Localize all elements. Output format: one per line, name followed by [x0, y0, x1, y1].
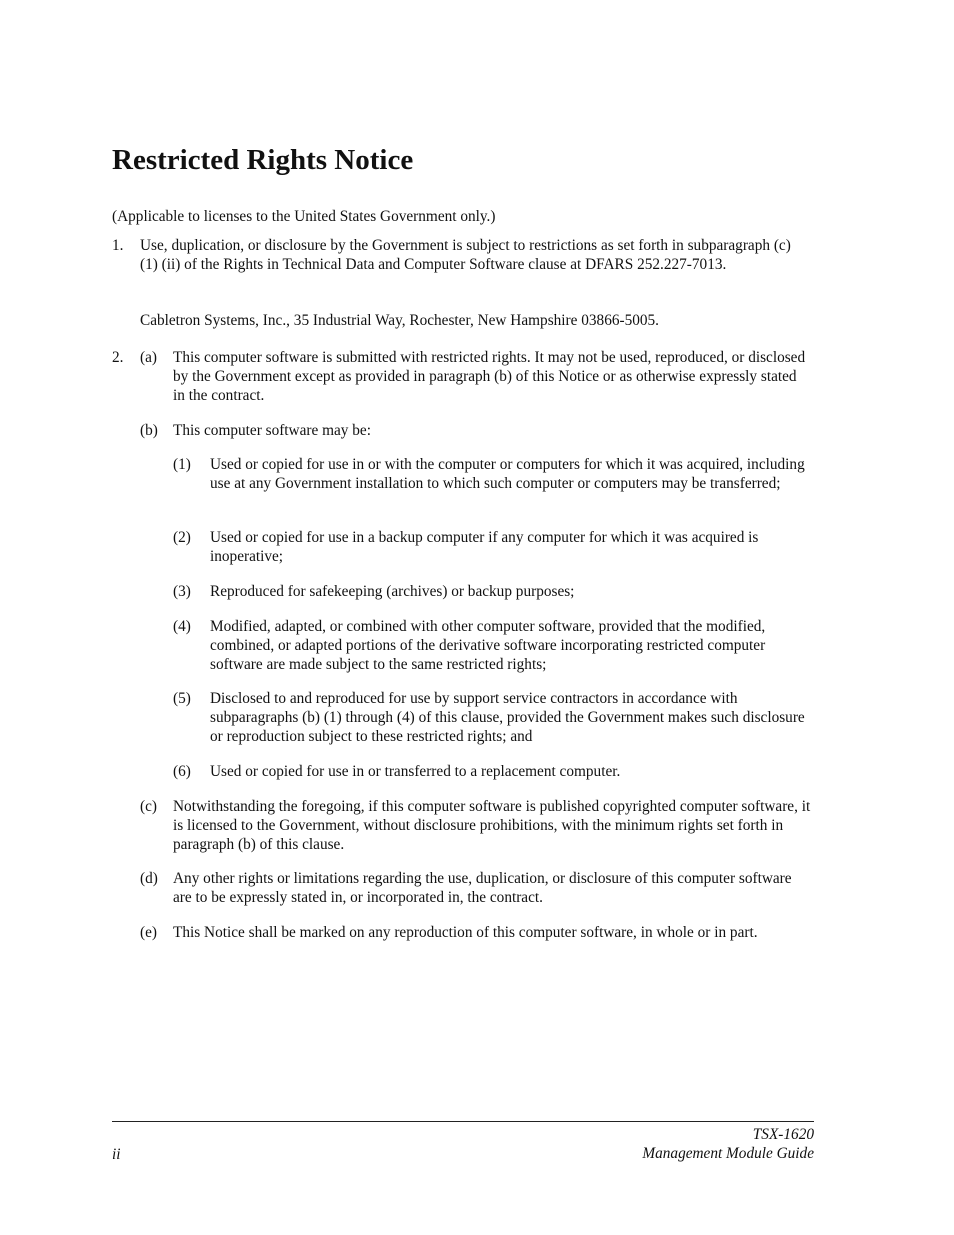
item-2a-label: (a): [140, 349, 157, 366]
sub-item-label: (3): [173, 583, 191, 600]
sub-item-text: Used or copied for use in a backup computer if any computer for which it was acquired is inoperative;: [210, 529, 759, 565]
item-2d-label: (d): [140, 870, 158, 887]
item-1-text: Use, duplication, or disclosure by the Government is subject to restrictions as set forth in subparagraph (c) (1) (ii) of the Rights in Technical Data and Computer Software clause at DFARS 252.227-7013.: [140, 237, 791, 273]
item-2b-text: This computer software may be:: [173, 422, 371, 439]
sub-item-text: Disclosed to and reproduced for use by support service contractors in accordance with subparagraphs (b) (1) through (4) of this clause, provided the Government makes such disclosure or reproduction subject to these restricted rights; and: [210, 690, 805, 745]
item-2c-text: Notwithstanding the foregoing, if this computer software is published copyrighted computer software, it is licensed to the Government, without disclosure prohibitions, with the minimum rights set forth in paragraph (b) of this clause.: [173, 798, 811, 853]
sub-item-label: (2): [173, 529, 191, 546]
footer-divider: [112, 1121, 814, 1122]
item-2e-text: This Notice shall be marked on any reproduction of this computer software, in whole or in part.: [173, 924, 758, 941]
item-2b-label: (b): [140, 422, 158, 439]
sub-item-label: (1): [173, 456, 191, 473]
page-title: Restricted Rights Notice: [112, 144, 414, 176]
sub-item-label: (4): [173, 618, 191, 635]
footer-product: TSX-1620: [752, 1126, 814, 1143]
sub-item-label: (5): [173, 690, 191, 707]
item-2d-text: Any other rights or limitations regarding the use, duplication, or disclosure of this computer software are to be expressly stated in, or incorporated in, the contract.: [173, 870, 792, 906]
item-2-label: 2.: [112, 349, 124, 366]
item-2a-text: This computer software is submitted with restricted rights. It may not be used, reproduced, or disclosed by the Government except as provided in paragraph (b) of this Notice or as otherwise expressly stated in the contract.: [173, 349, 806, 404]
item-2c-label: (c): [140, 798, 157, 815]
sub-item-text: Used or copied for use in or transferred to a replacement computer.: [210, 763, 621, 780]
sub-item-text: Reproduced for safekeeping (archives) or backup purposes;: [210, 583, 575, 600]
item-2e-label: (e): [140, 924, 157, 941]
sub-item-label: (6): [173, 763, 191, 780]
applicability-note: (Applicable to licenses to the United States Government only.): [112, 208, 496, 225]
footer-guide-title: Management Module Guide: [642, 1145, 814, 1162]
page-number: ii: [112, 1146, 121, 1163]
sub-item-text: Modified, adapted, or combined with other computer software, provided that the modified, combined, or adapted portions of the derivative software incorporating restricted computer software are made subject to the same restricted rights;: [210, 618, 766, 673]
sub-item-text: Used or copied for use in or with the computer or computers for which it was acquired, including use at any Government installation to which such computer or computers may be transferred;: [210, 456, 805, 492]
item-1-label: 1.: [112, 237, 124, 254]
company-address: Cabletron Systems, Inc., 35 Industrial Way, Rochester, New Hampshire 03866-5005.: [140, 312, 660, 329]
